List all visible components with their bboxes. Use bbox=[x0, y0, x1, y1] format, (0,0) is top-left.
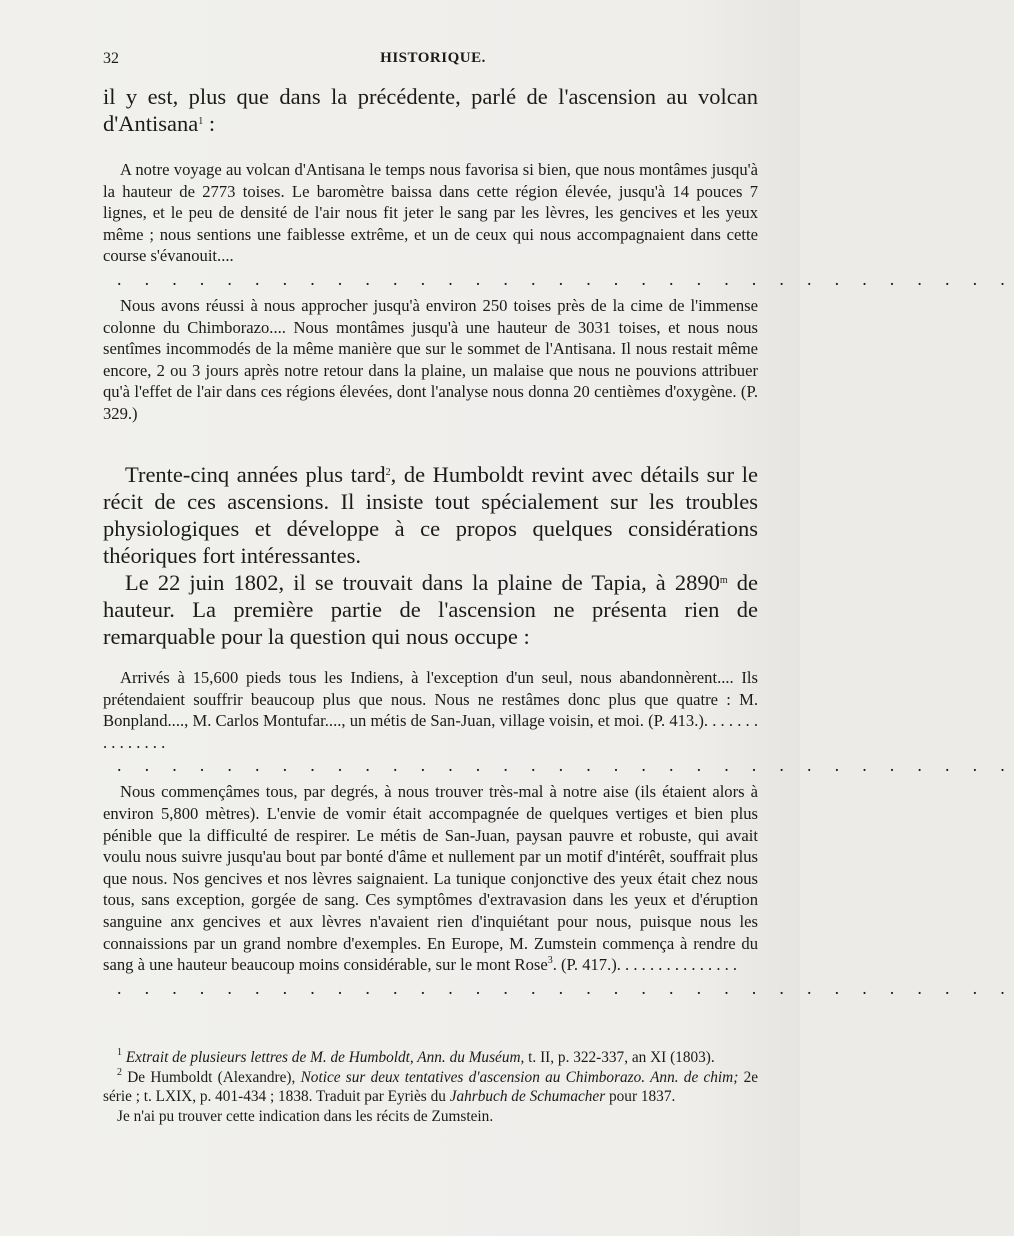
body-paragraph-1 bbox=[103, 461, 758, 569]
quotation-antisana bbox=[103, 159, 1014, 425]
footnote-2-italic-1: Notice sur deux tentatives d'ascension au Chimborazo. Ann. de chim; bbox=[300, 1068, 739, 1086]
body-paragraph-2 bbox=[103, 569, 758, 650]
footnote-ref-1: 1 bbox=[198, 116, 204, 127]
ellipsis-line: . . . . . . . . . . . . . . . . . . . . . . . . . . . . . . . . . bbox=[117, 977, 1014, 998]
quote2-paragraph-1: Arrivés à 15,600 pieds tous les Indiens, à l'exception d'un seul, nous abandonnèrent.... Ils prétendaient souffrir beaucoup plus que nous. Nous ne restâmes donc plus que quatre : M. Bonpland...., M. Carlos Montufar...., un métis de San-Juan, village voisin, et moi. (P. 413.). . . . . . . . . . . . . . . bbox=[103, 668, 758, 752]
quote1-paragraph-2: Nous avons réussi à nous approcher jusqu'à environ 250 toises près de la cime de l'immense colonne du Chimborazo.... Nous montâmes jusqu'à une hauteur de 3031 toises, et nous nous sentîmes incommodés de la même manière que sur le sommet de l'Antisana. Il nous restait même encore, 2 ou 3 jours après notre retour dans la plaine, un malaise que nous ne pouvions attribuer qu'à l'effet de l'air dans ces régions élevées, dont l'analyse nous donna 20 centièmes d'oxygène. (P. 329.) bbox=[103, 295, 758, 423]
ellipsis-line: . . . . . . . . . . . . . . . . . . . . . . . . . . . . . . . . . bbox=[117, 755, 1014, 776]
footnote-3: Je n'ai pu trouver cette indication dans les récits de Zumstein. bbox=[117, 1107, 494, 1125]
footnote-ref-2: 2 bbox=[385, 467, 391, 478]
footnotes bbox=[103, 1048, 758, 1126]
footnote-number-2: 2 bbox=[117, 1066, 122, 1078]
intro-tail: : bbox=[203, 111, 216, 136]
quotation-chimborazo bbox=[103, 667, 1014, 998]
footnote-2-b: 2e série ; t. LXIX, p. 401-434 ; 1838. Traduit par Eyriès du bbox=[103, 1068, 759, 1106]
body2-text-b: de hauteur. La première partie de l'ascension ne présenta rien de remarquable pour la question qui nous occupe : bbox=[103, 570, 758, 649]
footnote-2-c: pour 1837. bbox=[605, 1088, 676, 1106]
meter-unit: m bbox=[719, 575, 728, 586]
running-title: HISTORIQUE. bbox=[380, 50, 486, 66]
footnote-ref-3: 3 bbox=[547, 955, 553, 967]
body1-text-b: , de Humboldt revint avec détails sur le récit de ces ascensions. Il insiste tout spécialement sur les troubles physiologiques et développe à ce propos quelques considérations théoriques fort intéressantes. bbox=[103, 462, 759, 568]
intro-text: il y est, plus que dans la précédente, parlé de l'ascension au volcan d'Antisana bbox=[103, 84, 758, 136]
footnote-2-a: De Humboldt (Alexandre), bbox=[122, 1068, 301, 1086]
intro-paragraph bbox=[103, 83, 758, 137]
page-header bbox=[103, 50, 763, 72]
quote1-paragraph-1: A notre voyage au volcan d'Antisana le temps nous favorisa si bien, que nous montâmes jusqu'à la hauteur de 2773 toises. Le baromètre baissa dans cette région élevée, jusqu'à 14 pouces 7 lignes, et le peu de densité de l'air nous fit jeter le sang par les lèvres, les gencives et les yeux même ; nous sentions une faiblesse extrême, et un de ceux qui nous accompagnaient dans cette course s'évanouit.... bbox=[103, 160, 758, 266]
footnote-2 bbox=[103, 1068, 758, 1107]
quote2-paragraph-2a: Nous commençâmes tous, par degrés, à nous trouver très-mal à notre aise (ils étaient alors à environ 5,800 mètres). L'envie de vomir était accompagnée de quelques vertiges et bien plus pénible que la difficulté de respirer. Le métis de San-Juan, paysan pauvre et robuste, qui avait voulu nous suivre jusqu'au bout par bonté d'âme et nullement par un motif d'intérêt, souffrait plus que nous. Nos gencives et nos lèvres saignaient. La tunique conjonctive des yeux était chez nous tous, sans exception, gorgée de sang. Ces symptômes d'extravasion dans les yeux et d'éruption sanguine anx gencives et aux lèvres n'avaient rien d'inquiétant pour nous, puisque nous les connaissions par un grand nombre d'exemples. En Europe, M. Zumstein commença à rendre du sang à une hauteur beaucoup moins considérable, sur le mont Rose bbox=[103, 782, 758, 975]
body2-text-a: Le 22 juin 1802, il se trouvait dans la plaine de Tapia, à 2890 bbox=[125, 570, 720, 595]
footnote-1-rest: t. II, p. 322-337, an XI (1803). bbox=[524, 1049, 715, 1066]
body1-text-a: Trente-cinq années plus tard bbox=[125, 462, 386, 487]
footnote-1-italic: Extrait de plusieurs lettres de M. de Humboldt, Ann. du Muséum, bbox=[125, 1049, 525, 1066]
footnote-number-1: 1 bbox=[117, 1047, 122, 1058]
footnote-2-italic-2: Jahrbuch de Schumacher bbox=[449, 1088, 606, 1106]
quote2-paragraph-2b: . (P. 417.). . . . . . . . . . . . . . . bbox=[552, 955, 738, 975]
page-number: 32 bbox=[103, 50, 119, 67]
ellipsis-line: . . . . . . . . . . . . . . . . . . . . . . . . . . . . . . . . . bbox=[117, 268, 1014, 289]
footnote-1 bbox=[103, 1048, 758, 1068]
